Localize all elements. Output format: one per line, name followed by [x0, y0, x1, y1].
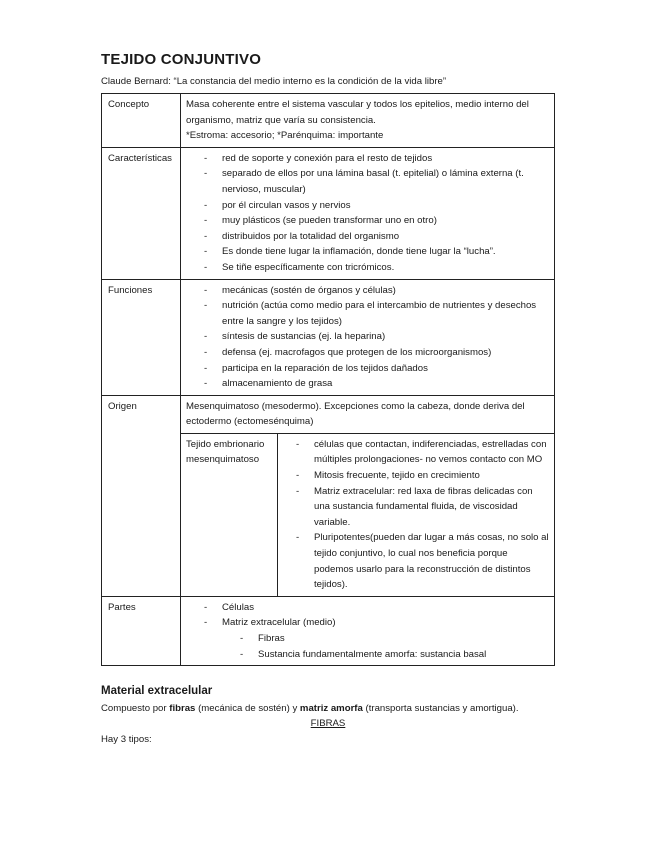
row-label-concepto: Concepto — [102, 94, 181, 148]
list-item: - separado de ellos por una lámina basal (t. epitelial) o lámina externa (t. nervioso, muscular) — [222, 166, 549, 197]
list-item: - participa en la reparación de los tejidos dañados — [222, 361, 549, 377]
partes-sublist — [222, 631, 549, 662]
list-item: - mecánicas (sostén de órganos y células) — [222, 283, 549, 299]
origen-content — [181, 395, 555, 596]
types-text: Hay 3 tipos: — [101, 734, 152, 746]
partes-content — [181, 596, 555, 665]
list-item: - Pluripotentes(pueden dar lugar a más cosas, no solo al tejido conjuntivo, lo cual nos beneficia porque podemos usarlo para la reconstrucción de distintos tejidos). — [314, 530, 549, 592]
funciones-content — [181, 279, 555, 395]
fibras-subheading: FIBRAS — [310, 718, 346, 730]
row-label-funciones: Funciones — [102, 279, 181, 395]
origen-list — [278, 437, 549, 593]
bernard-quote: Claude Bernard: “La constancia del medio interno es la condición de la vida libre” — [101, 76, 447, 87]
row-label-caracteristicas: Características — [102, 147, 181, 279]
list-item: - por él circulan vasos y nervios — [222, 198, 549, 214]
page-title: TEJIDO CONJUNTIVO — [101, 51, 262, 68]
origen-text: Mesenquimatoso (mesodermo). Excepciones como la cabeza, donde deriva del ectodermo (ectomesénquima) — [186, 400, 525, 428]
paragraph-prefix: Compuesto por — [101, 703, 170, 715]
paragraph-bold-fibras: fibras — [169, 703, 196, 715]
concepto-text: Masa coherente entre el sistema vascular y todos los epitelios, medio interno del organismo, matriz que varía su consistencia. — [186, 99, 529, 126]
table-row-funciones — [102, 279, 555, 395]
sub-list-item: - Fibras — [258, 631, 549, 647]
caracteristicas-content — [181, 147, 555, 279]
paragraph-suffix: (transporta sustancias y amortigua). — [362, 703, 519, 715]
list-item: - muy plásticos (se pueden transformar uno en otro) — [222, 213, 549, 229]
section-paragraph — [101, 702, 555, 715]
partes-list — [186, 600, 549, 662]
row-label-partes: Partes — [102, 596, 181, 665]
table-row-concepto — [102, 94, 555, 148]
document-page — [101, 50, 555, 746]
section-heading: Material extracelular — [101, 685, 213, 698]
caracteristicas-list — [186, 151, 549, 276]
table-row-origen — [102, 395, 555, 596]
list-item: - células que contactan, indiferenciadas, estrelladas con múltiples prolongaciones- no vemos contacto con MO — [314, 437, 549, 468]
list-item: - síntesis de sustancias (ej. la heparina) — [222, 329, 549, 345]
list-item: - almacenamiento de grasa — [222, 376, 549, 392]
origen-sub-label: Tejido embrionario mesenquimatoso — [181, 433, 278, 595]
list-item: - distribuidos por la totalidad del organismo — [222, 229, 549, 245]
list-item: - red de soporte y conexión para el resto de tejidos — [222, 151, 549, 167]
list-item: - Es donde tiene lugar la inflamación, donde tiene lugar la “lucha”. — [222, 244, 549, 260]
list-item — [222, 615, 549, 662]
sub-list-item: - Sustancia fundamentalmente amorfa: sustancia basal — [258, 647, 549, 663]
concepto-note: *Estroma: accesorio; *Parénquima: importante — [186, 130, 384, 142]
list-item: - Células — [222, 600, 549, 616]
list-item: - Se tiñe específicamente con tricrómicos. — [222, 260, 549, 276]
list-item: - Mitosis frecuente, tejido en crecimiento — [314, 468, 549, 484]
concepto-content — [181, 94, 555, 148]
list-item: - nutrición (actúa como medio para el intercambio de nutrientes y desechos entre la sangre y los tejidos) — [222, 298, 549, 329]
list-item: - Matriz extracelular: red laxa de fibras delicadas con una sustancia fundamental fluida, de viscosidad variable. — [314, 484, 549, 531]
funciones-list — [186, 283, 549, 392]
table-row-partes — [102, 596, 555, 665]
table-row-caracteristicas — [102, 147, 555, 279]
row-label-origen: Origen — [102, 395, 181, 596]
list-item: - defensa (ej. macrofagos que protegen de los microorganismos) — [222, 345, 549, 361]
summary-table — [101, 93, 555, 666]
origen-subtable — [181, 433, 554, 596]
paragraph-middle: (mecánica de sostén) y — [195, 703, 300, 715]
list-item-label: Matriz extracelular (medio) — [222, 617, 336, 629]
origen-sub-content — [278, 433, 555, 595]
paragraph-bold-matriz: matriz amorfa — [299, 703, 363, 715]
